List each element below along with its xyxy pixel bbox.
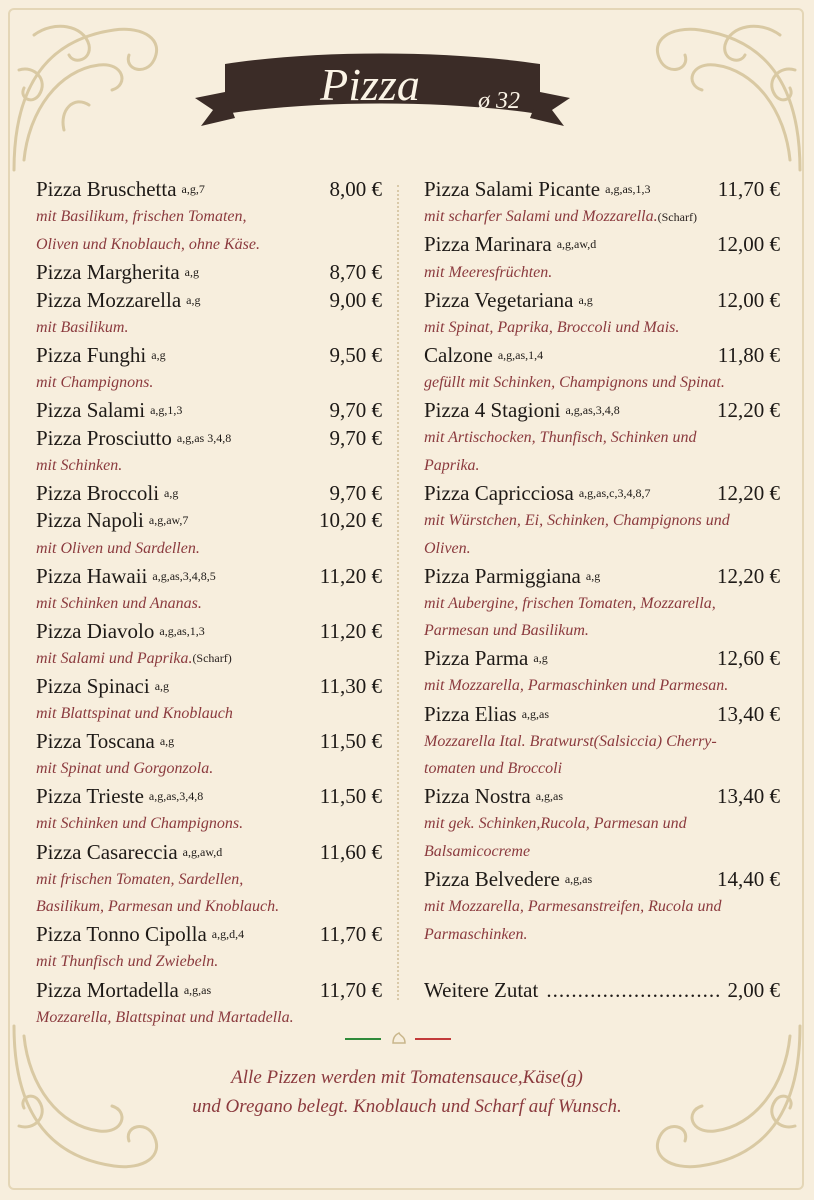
item-price: 9,70 € bbox=[329, 480, 382, 505]
extra-topping-price: 2,00 € bbox=[727, 977, 780, 1002]
menu-item bbox=[424, 397, 780, 425]
item-description bbox=[36, 452, 382, 480]
item-allergens: a,g,as bbox=[564, 872, 593, 887]
menu-item bbox=[36, 673, 382, 701]
item-price: 9,00 € bbox=[329, 287, 382, 312]
item-description-text: mit Mozzarella, Parmaschinken und Parmesan. bbox=[424, 677, 729, 695]
item-description-text: mit Spinat und Gorgonzola. bbox=[36, 760, 214, 778]
item-name: Pizza Capricciosa bbox=[424, 480, 574, 505]
item-description-text: mit Blattspinat und Knoblauch bbox=[36, 705, 233, 723]
italian-flag-divider bbox=[345, 1030, 453, 1048]
right-menu-column bbox=[424, 176, 780, 1004]
item-allergens: a,g bbox=[585, 568, 601, 583]
menu-item bbox=[424, 700, 780, 728]
item-name: Pizza Elias bbox=[424, 701, 517, 726]
menu-item bbox=[424, 562, 780, 590]
menu-item bbox=[424, 176, 780, 204]
item-allergens: a,g bbox=[533, 651, 548, 666]
item-description-text: Mozzarella Ital. Bratwurst(Salsiccia) Cherry- bbox=[424, 732, 717, 750]
item-description bbox=[424, 259, 780, 287]
flame-icon bbox=[393, 1033, 405, 1043]
item-name: Pizza Vegetariana bbox=[424, 287, 574, 312]
item-allergens: a,g bbox=[159, 734, 175, 749]
footer-line-2: und Oregano belegt. Knoblauch und Scharf auf Wunsch. bbox=[192, 1096, 622, 1117]
item-description-text: mit Basilikum, frischen Tomaten, bbox=[36, 208, 247, 226]
menu-title: Pizza bbox=[320, 59, 420, 110]
item-price: 11,20 € bbox=[319, 618, 382, 643]
item-allergens: a,g,as bbox=[535, 789, 564, 804]
item-description-text: Balsamicocreme bbox=[424, 843, 531, 861]
pizza-size: ø 32 bbox=[478, 88, 520, 114]
item-description-text: mit frischen Tomaten, Sardellen, bbox=[36, 870, 244, 888]
menu-item bbox=[36, 176, 382, 204]
item-price: 11,80 € bbox=[717, 342, 780, 367]
item-description bbox=[36, 645, 382, 673]
item-name: Pizza Bruschetta bbox=[36, 177, 177, 202]
item-description bbox=[36, 949, 382, 977]
item-description-text: tomaten und Broccoli bbox=[424, 760, 563, 778]
extra-topping-row bbox=[424, 976, 780, 1004]
item-name: Pizza Casareccia bbox=[36, 839, 178, 864]
menu-item bbox=[424, 783, 780, 811]
item-description bbox=[36, 755, 382, 783]
item-price: 9,50 € bbox=[329, 342, 382, 367]
item-description bbox=[36, 369, 382, 397]
item-description bbox=[424, 893, 780, 921]
item-description-text: mit Aubergine, frischen Tomaten, Mozzarella, bbox=[424, 594, 716, 612]
menu-item bbox=[36, 507, 382, 535]
menu-item bbox=[36, 259, 382, 287]
leader-dots: ............................ bbox=[546, 977, 722, 1002]
menu-item bbox=[36, 976, 382, 1004]
item-description bbox=[424, 535, 780, 563]
item-name: Pizza Parmiggiana bbox=[424, 563, 581, 588]
item-allergens: a,g,aw,d bbox=[182, 844, 223, 859]
item-price: 10,20 € bbox=[319, 508, 382, 533]
item-description bbox=[424, 618, 780, 646]
item-allergens: a,g,as,c,3,4,8,7 bbox=[578, 485, 651, 500]
item-description-text: mit Oliven und Sardellen. bbox=[36, 539, 200, 557]
item-price: 13,40 € bbox=[717, 784, 780, 809]
item-price: 8,00 € bbox=[329, 177, 382, 202]
item-description bbox=[424, 728, 780, 756]
menu-item bbox=[36, 618, 382, 646]
item-name: Pizza Broccoli bbox=[36, 480, 160, 505]
item-name: Pizza Trieste bbox=[36, 784, 144, 809]
corner-ornament-icon bbox=[640, 10, 810, 180]
item-description bbox=[424, 921, 780, 949]
item-price: 11,70 € bbox=[319, 977, 382, 1002]
item-description-text: mit Meeresfrüchten. bbox=[424, 263, 553, 281]
menu-item bbox=[424, 342, 780, 370]
item-description-text: mit Spinat, Paprika, Broccoli und Mais. bbox=[424, 318, 680, 336]
menu-item bbox=[424, 286, 780, 314]
item-description-text: mit Champignons. bbox=[36, 373, 154, 391]
item-description bbox=[424, 314, 780, 342]
item-name: Pizza Marinara bbox=[424, 232, 552, 257]
item-description-text: mit scharfer Salami und Mozzarella. bbox=[424, 208, 658, 226]
extra-topping-label: Weitere Zutat bbox=[424, 977, 539, 1002]
menu-item bbox=[424, 480, 780, 508]
item-description-text: Basilikum, Parmesan und Knoblauch. bbox=[36, 898, 280, 916]
item-description bbox=[36, 700, 382, 728]
title-banner bbox=[195, 52, 570, 134]
item-price: 11,70 € bbox=[717, 177, 780, 202]
item-name: Pizza 4 Stagioni bbox=[424, 398, 561, 423]
item-price: 11,60 € bbox=[319, 839, 382, 864]
item-description-text: mit Schinken. bbox=[36, 456, 123, 474]
item-description bbox=[424, 673, 780, 701]
item-name: Pizza Salami bbox=[36, 398, 146, 423]
item-description-text: mit Basilikum. bbox=[36, 318, 129, 336]
item-allergens: a,g,d,4 bbox=[211, 927, 245, 942]
footer-line-1: Alle Pizzen werden mit Tomatensauce,Käse(g) bbox=[231, 1067, 583, 1088]
item-price: 11,30 € bbox=[319, 673, 382, 698]
item-price: 12,60 € bbox=[717, 646, 780, 671]
item-name: Pizza Nostra bbox=[424, 784, 531, 809]
item-description bbox=[36, 866, 382, 894]
item-price: 8,70 € bbox=[329, 260, 382, 285]
item-description bbox=[36, 535, 382, 563]
item-allergens: a,g,as bbox=[183, 982, 212, 997]
column-divider bbox=[397, 185, 399, 1000]
item-price: 14,40 € bbox=[717, 867, 780, 892]
menu-item bbox=[36, 397, 382, 425]
item-description-text: mit Schinken und Ananas. bbox=[36, 594, 202, 612]
item-description bbox=[424, 590, 780, 618]
item-allergens: a,g,aw,7 bbox=[148, 513, 189, 528]
item-name: Pizza Napoli bbox=[36, 508, 144, 533]
item-name: Calzone bbox=[424, 342, 493, 367]
item-description-text: Paprika. bbox=[424, 456, 480, 474]
item-price: 9,70 € bbox=[329, 398, 382, 423]
item-description-text: Parmesan und Basilikum. bbox=[424, 622, 589, 640]
item-allergens: a,g,as,3,4,8 bbox=[148, 789, 204, 804]
item-allergens: a,g bbox=[164, 485, 179, 500]
item-allergens: a,g bbox=[184, 265, 199, 280]
menu-item bbox=[36, 562, 382, 590]
item-price: 12,00 € bbox=[717, 232, 780, 257]
item-name: Pizza Funghi bbox=[36, 342, 147, 367]
menu-item bbox=[36, 286, 382, 314]
item-description-text: gefüllt mit Schinken, Champignons und Spinat. bbox=[424, 373, 725, 391]
menu-item bbox=[36, 783, 382, 811]
spicy-note: (Scharf) bbox=[192, 651, 232, 666]
item-description-text: mit Schinken und Champignons. bbox=[36, 815, 244, 833]
spacer bbox=[424, 949, 780, 977]
item-name: Pizza Diavolo bbox=[36, 618, 155, 643]
item-allergens: a,g,as,3,4,8,5 bbox=[152, 568, 216, 583]
item-description bbox=[36, 893, 382, 921]
menu-item bbox=[36, 424, 382, 452]
item-allergens: a,g,1,3 bbox=[150, 403, 183, 418]
left-menu-column bbox=[36, 176, 382, 1031]
item-name: Pizza Margherita bbox=[36, 260, 180, 285]
menu-item bbox=[36, 480, 382, 508]
item-description-text: mit Würstchen, Ei, Schinken, Champignons und bbox=[424, 511, 730, 529]
item-description bbox=[36, 590, 382, 618]
item-description-text: mit gek. Schinken,Rucola, Parmesan und bbox=[424, 815, 687, 833]
item-name: Pizza Mortadella bbox=[36, 977, 179, 1002]
item-name: Pizza Salami Picante bbox=[424, 177, 601, 202]
item-description bbox=[424, 507, 780, 535]
item-allergens: a,g bbox=[186, 292, 201, 307]
item-name: Pizza Hawaii bbox=[36, 563, 148, 588]
item-description bbox=[36, 811, 382, 839]
item-allergens: a,g,aw,d bbox=[556, 237, 597, 252]
item-allergens: a,g bbox=[151, 347, 166, 362]
item-name: Pizza Toscana bbox=[36, 729, 155, 754]
footer-note bbox=[0, 1063, 814, 1121]
item-description-text: Mozzarella, Blattspinat und Martadella. bbox=[36, 1008, 294, 1026]
item-allergens: a,g bbox=[154, 678, 170, 693]
item-description bbox=[36, 231, 382, 259]
item-description bbox=[424, 424, 780, 452]
item-allergens: a,g,as,1,4 bbox=[497, 347, 544, 362]
item-allergens: a,g,as,1,3 bbox=[605, 182, 651, 197]
item-allergens: a,g,as bbox=[521, 706, 550, 721]
corner-ornament-icon bbox=[4, 10, 174, 180]
item-price: 11,20 € bbox=[319, 563, 382, 588]
item-name: Pizza Spinaci bbox=[36, 673, 150, 698]
item-description-text: mit Mozzarella, Parmesanstreifen, Rucola und bbox=[424, 898, 722, 916]
item-name: Pizza Parma bbox=[424, 646, 529, 671]
menu-item bbox=[36, 728, 382, 756]
item-price: 12,20 € bbox=[717, 480, 780, 505]
item-name: Pizza Belvedere bbox=[424, 867, 560, 892]
item-allergens: a,g,7 bbox=[181, 182, 205, 197]
item-allergens: a,g bbox=[578, 292, 593, 307]
item-description bbox=[36, 204, 382, 232]
item-description bbox=[36, 1004, 382, 1032]
item-description-text: mit Artischocken, Thunfisch, Schinken und bbox=[424, 429, 697, 447]
item-name: Pizza Mozzarella bbox=[36, 287, 182, 312]
item-price: 13,40 € bbox=[717, 701, 780, 726]
item-description-text: Parmaschinken. bbox=[424, 925, 528, 943]
item-price: 12,20 € bbox=[717, 563, 780, 588]
menu-item bbox=[36, 921, 382, 949]
item-price: 9,70 € bbox=[329, 425, 382, 450]
item-allergens: a,g,as,1,3 bbox=[159, 623, 205, 638]
item-description bbox=[424, 811, 780, 839]
item-description-text: Oliven und Knoblauch, ohne Käse. bbox=[36, 235, 260, 253]
item-price: 11,70 € bbox=[319, 922, 382, 947]
item-allergens: a,g,as 3,4,8 bbox=[176, 430, 232, 445]
menu-item bbox=[424, 866, 780, 894]
spicy-note: (Scharf) bbox=[657, 209, 697, 224]
item-name: Pizza Tonno Cipolla bbox=[36, 922, 207, 947]
item-description bbox=[36, 314, 382, 342]
item-price: 12,00 € bbox=[717, 287, 780, 312]
item-description bbox=[424, 204, 780, 232]
item-description-text: mit Salami und Paprika. bbox=[36, 649, 193, 667]
item-description bbox=[424, 838, 780, 866]
item-allergens: a,g,as,3,4,8 bbox=[565, 403, 620, 418]
item-description-text: mit Thunfisch und Zwiebeln. bbox=[36, 953, 219, 971]
menu-item bbox=[36, 342, 382, 370]
item-description-text: Oliven. bbox=[424, 539, 471, 557]
menu-item bbox=[36, 838, 382, 866]
item-description bbox=[424, 452, 780, 480]
item-name: Pizza Prosciutto bbox=[36, 425, 172, 450]
item-price: 12,20 € bbox=[717, 398, 780, 423]
item-description bbox=[424, 755, 780, 783]
item-description bbox=[424, 369, 780, 397]
item-price: 11,50 € bbox=[319, 729, 382, 754]
menu-item bbox=[424, 231, 780, 259]
menu-item bbox=[424, 645, 780, 673]
item-price: 11,50 € bbox=[319, 784, 382, 809]
